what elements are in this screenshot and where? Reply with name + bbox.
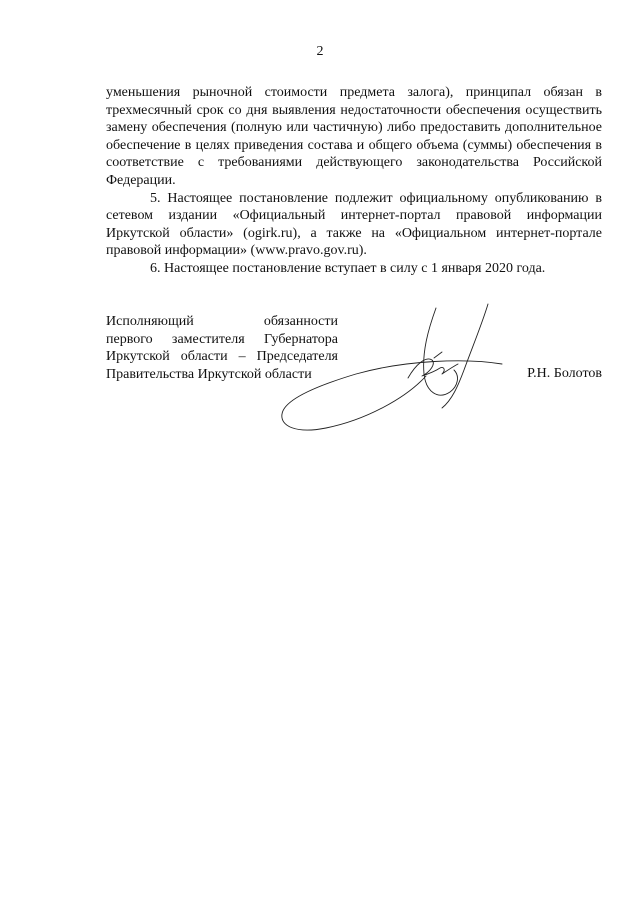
- paragraph-6: 6. Настоящее постановление вступает в силу с 1 января 2020 года.: [150, 260, 546, 276]
- paragraph-continuation: уменьшения рыночной стоимости предмета залога), принципал обязан в трехмесячный срок со дня выявления недостаточности обеспечения осуществить замену обеспечения (полную или частичную) либо предоставить дополнительное обеспечение в целях приведения состава и общего объема (суммы) обеспечения в соответствие с требованиями действующего законодательства Российской Федерации.: [106, 85, 602, 188]
- paragraph-5: 5. Настоящее постановление подлежит официальному опубликованию в сетевом издании «Официальный интернет-портал правовой информации Иркутской области» (ogirk.ru), а также на «Официальном интернет-портале правовой информации» (www.pravo.gov.ru).: [106, 190, 602, 259]
- signer-name: Р.Н. Болотов: [527, 366, 602, 381]
- document-body: [106, 84, 602, 278]
- signer-position-line: первого заместителя Губернатора: [106, 331, 338, 347]
- signer-position-line: Иркутской области – Председателя: [106, 349, 338, 365]
- page-number: 2: [316, 44, 324, 59]
- handwritten-signature: [276, 300, 516, 440]
- signer-position-line: Исполняющий обязанности: [106, 314, 338, 329]
- signer-position-line: Правительства Иркутской области: [106, 366, 312, 382]
